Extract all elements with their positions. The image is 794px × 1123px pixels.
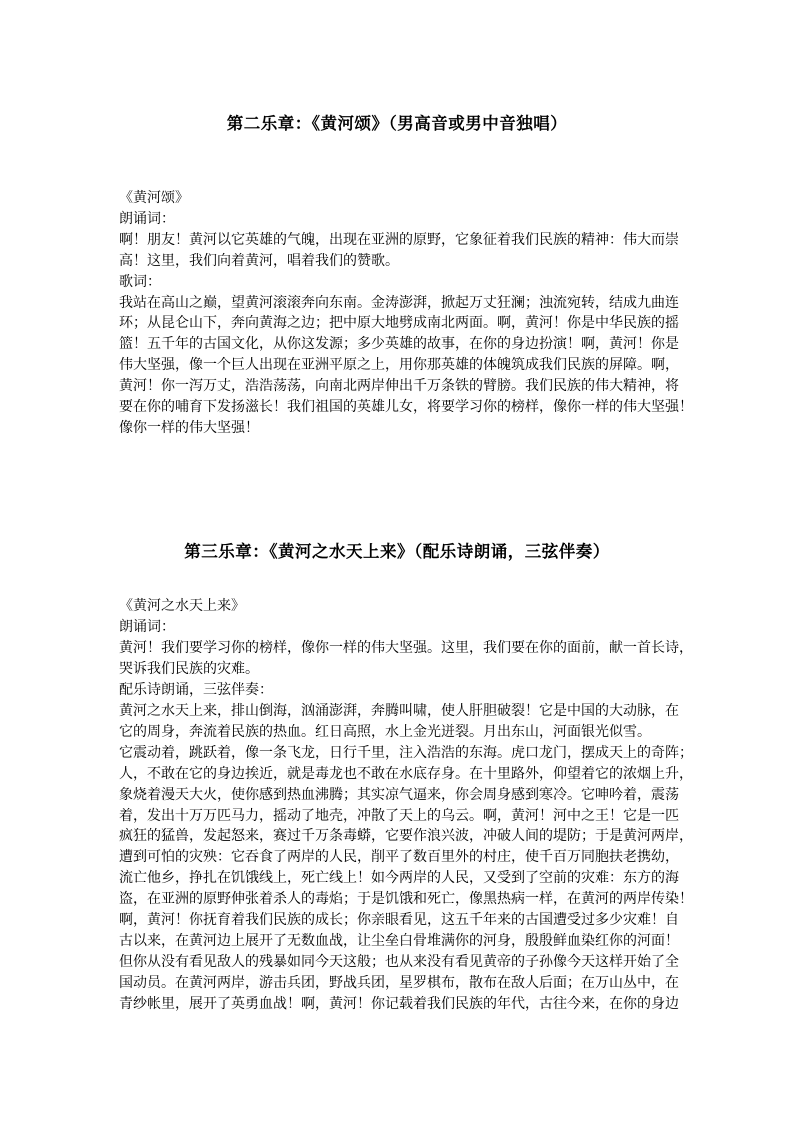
text-line: 盗，在亚洲的原野伸张着杀人的毒焰；于是饥饿和死亡，像黑热病一样，在黄河的两岸传染！ <box>119 891 693 908</box>
text-line: 它震动着，跳跃着，像一条飞龙，日行千里，注入浩浩的东海。虎口龙门，摆成天上的奇阵； <box>119 744 693 761</box>
text-line: 黄河之水天上来，排山倒海，汹涌澎湃，奔腾叫啸，使人肝胆破裂！它是中国的大动脉，在 <box>119 702 679 719</box>
text-line: 我站在高山之巅，望黄河滚滚奔向东南。金涛澎湃，掀起万丈狂澜；浊流宛转，结成九曲连 <box>119 294 679 311</box>
text-line: 黄河！我们要学习你的榜样，像你一样的伟大坚强。这里，我们要在你的面前，献一首长诗， <box>119 639 693 656</box>
text-line: 古以来，在黄河边上展开了无数血战，让尘垒白骨堆满你的河身，殷殷鲜血染红你的河面！ <box>119 933 679 950</box>
text-line: 歌词： <box>119 273 161 290</box>
text-line: 青纱帐里，展开了英勇血战！啊，黄河！你记载着我们民族的年代，古往今来，在你的身边 <box>119 996 679 1013</box>
text-line: 黄河！你一泻万丈，浩浩荡荡，向南北两岸伸出千万条铁的臂膀。我们民族的伟大精神，将 <box>119 378 679 395</box>
text-line: 啊！朋友！黄河以它英雄的气魄，出现在亚洲的原野，它象征着我们民族的精神：伟大而崇 <box>119 231 679 248</box>
section-3-heading: 第三乐章：《黄河之水天上来》（配乐诗朗诵，三弦伴奏） <box>184 542 610 561</box>
text-line: 高！这里，我们向着黄河，唱着我们的赞歌。 <box>119 252 399 269</box>
text-line: 它的周身，奔流着民族的热血。红日高照，水上金光迸裂。月出东山，河面银光似雪。 <box>119 723 651 740</box>
text-line: 要在你的哺育下发扬滋长！我们祖国的英雄儿女，将要学习你的榜样，像你一样的伟大坚强！ <box>119 399 693 415</box>
text-line: 《黄河颂》 <box>119 190 189 206</box>
text-line: 象烧着漫天大火，使你感到热血沸腾；其实凉气逼来，你会周身感到寒冷。它呻吟着，震荡 <box>119 786 679 803</box>
text-line: 伟大坚强，像一个巨人出现在亚洲平原之上，用你那英雄的体魄筑成我们民族的屏障。啊， <box>119 357 679 374</box>
text-line: 篮！五千年的古国文化，从你这发源；多少英雄的故事，在你的身边扮演！啊，黄河！你是 <box>119 336 679 353</box>
text-line: 国动员。在黄河两岸，游击兵团，野战兵团，星罗棋布，散布在敌人后面；在万山丛中，在 <box>119 975 679 992</box>
text-line: 《黄河之水天上来》 <box>119 598 245 614</box>
text-line: 流亡他乡，挣扎在饥饿线上，死亡线上！如今两岸的人民，又受到了空前的灾难：东方的海 <box>119 870 679 887</box>
text-line: 疯狂的猛兽，发起怒来，赛过千万条毒蟒，它要作浪兴波，冲破人间的堤防；于是黄河两岸， <box>119 828 693 845</box>
section-2-heading: 第二乐章：《黄河颂》（男高音或男中音独唱） <box>226 114 568 133</box>
text-line: 朗诵词： <box>119 618 175 635</box>
text-line: 哭诉我们民族的灾难。 <box>119 660 259 677</box>
text-line: 人，不敢在它的身边挨近，就是毒龙也不敢在水底存身。在十里路外，仰望着它的浓烟上升， <box>119 765 693 782</box>
text-line: 环；从昆仑山下，奔向黄海之边；把中原大地劈成南北两面。啊，黄河！你是中华民族的摇 <box>119 315 679 332</box>
text-line: 朗诵词： <box>119 210 175 227</box>
text-line: 着，发出十万万匹马力，摇动了地壳，冲散了天上的乌云。啊，黄河！河中之王！它是一匹 <box>119 807 679 824</box>
text-line: 遭到可怕的灾殃：它吞食了两岸的人民，削平了数百里外的村庄，使千百万同胞扶老携幼， <box>119 849 679 866</box>
text-line: 配乐诗朗诵，三弦伴奏： <box>119 681 273 698</box>
text-line: 但你从没有看见敌人的残暴如同今天这般；也从来没有看见黄帝的子孙像今天这样开始了全 <box>119 954 679 971</box>
text-line: 啊，黄河！你抚育着我们民族的成长；你亲眼看见，这五千年来的古国遭受过多少灾难！自 <box>119 912 679 929</box>
text-line: 像你一样的伟大坚强！ <box>119 419 259 436</box>
